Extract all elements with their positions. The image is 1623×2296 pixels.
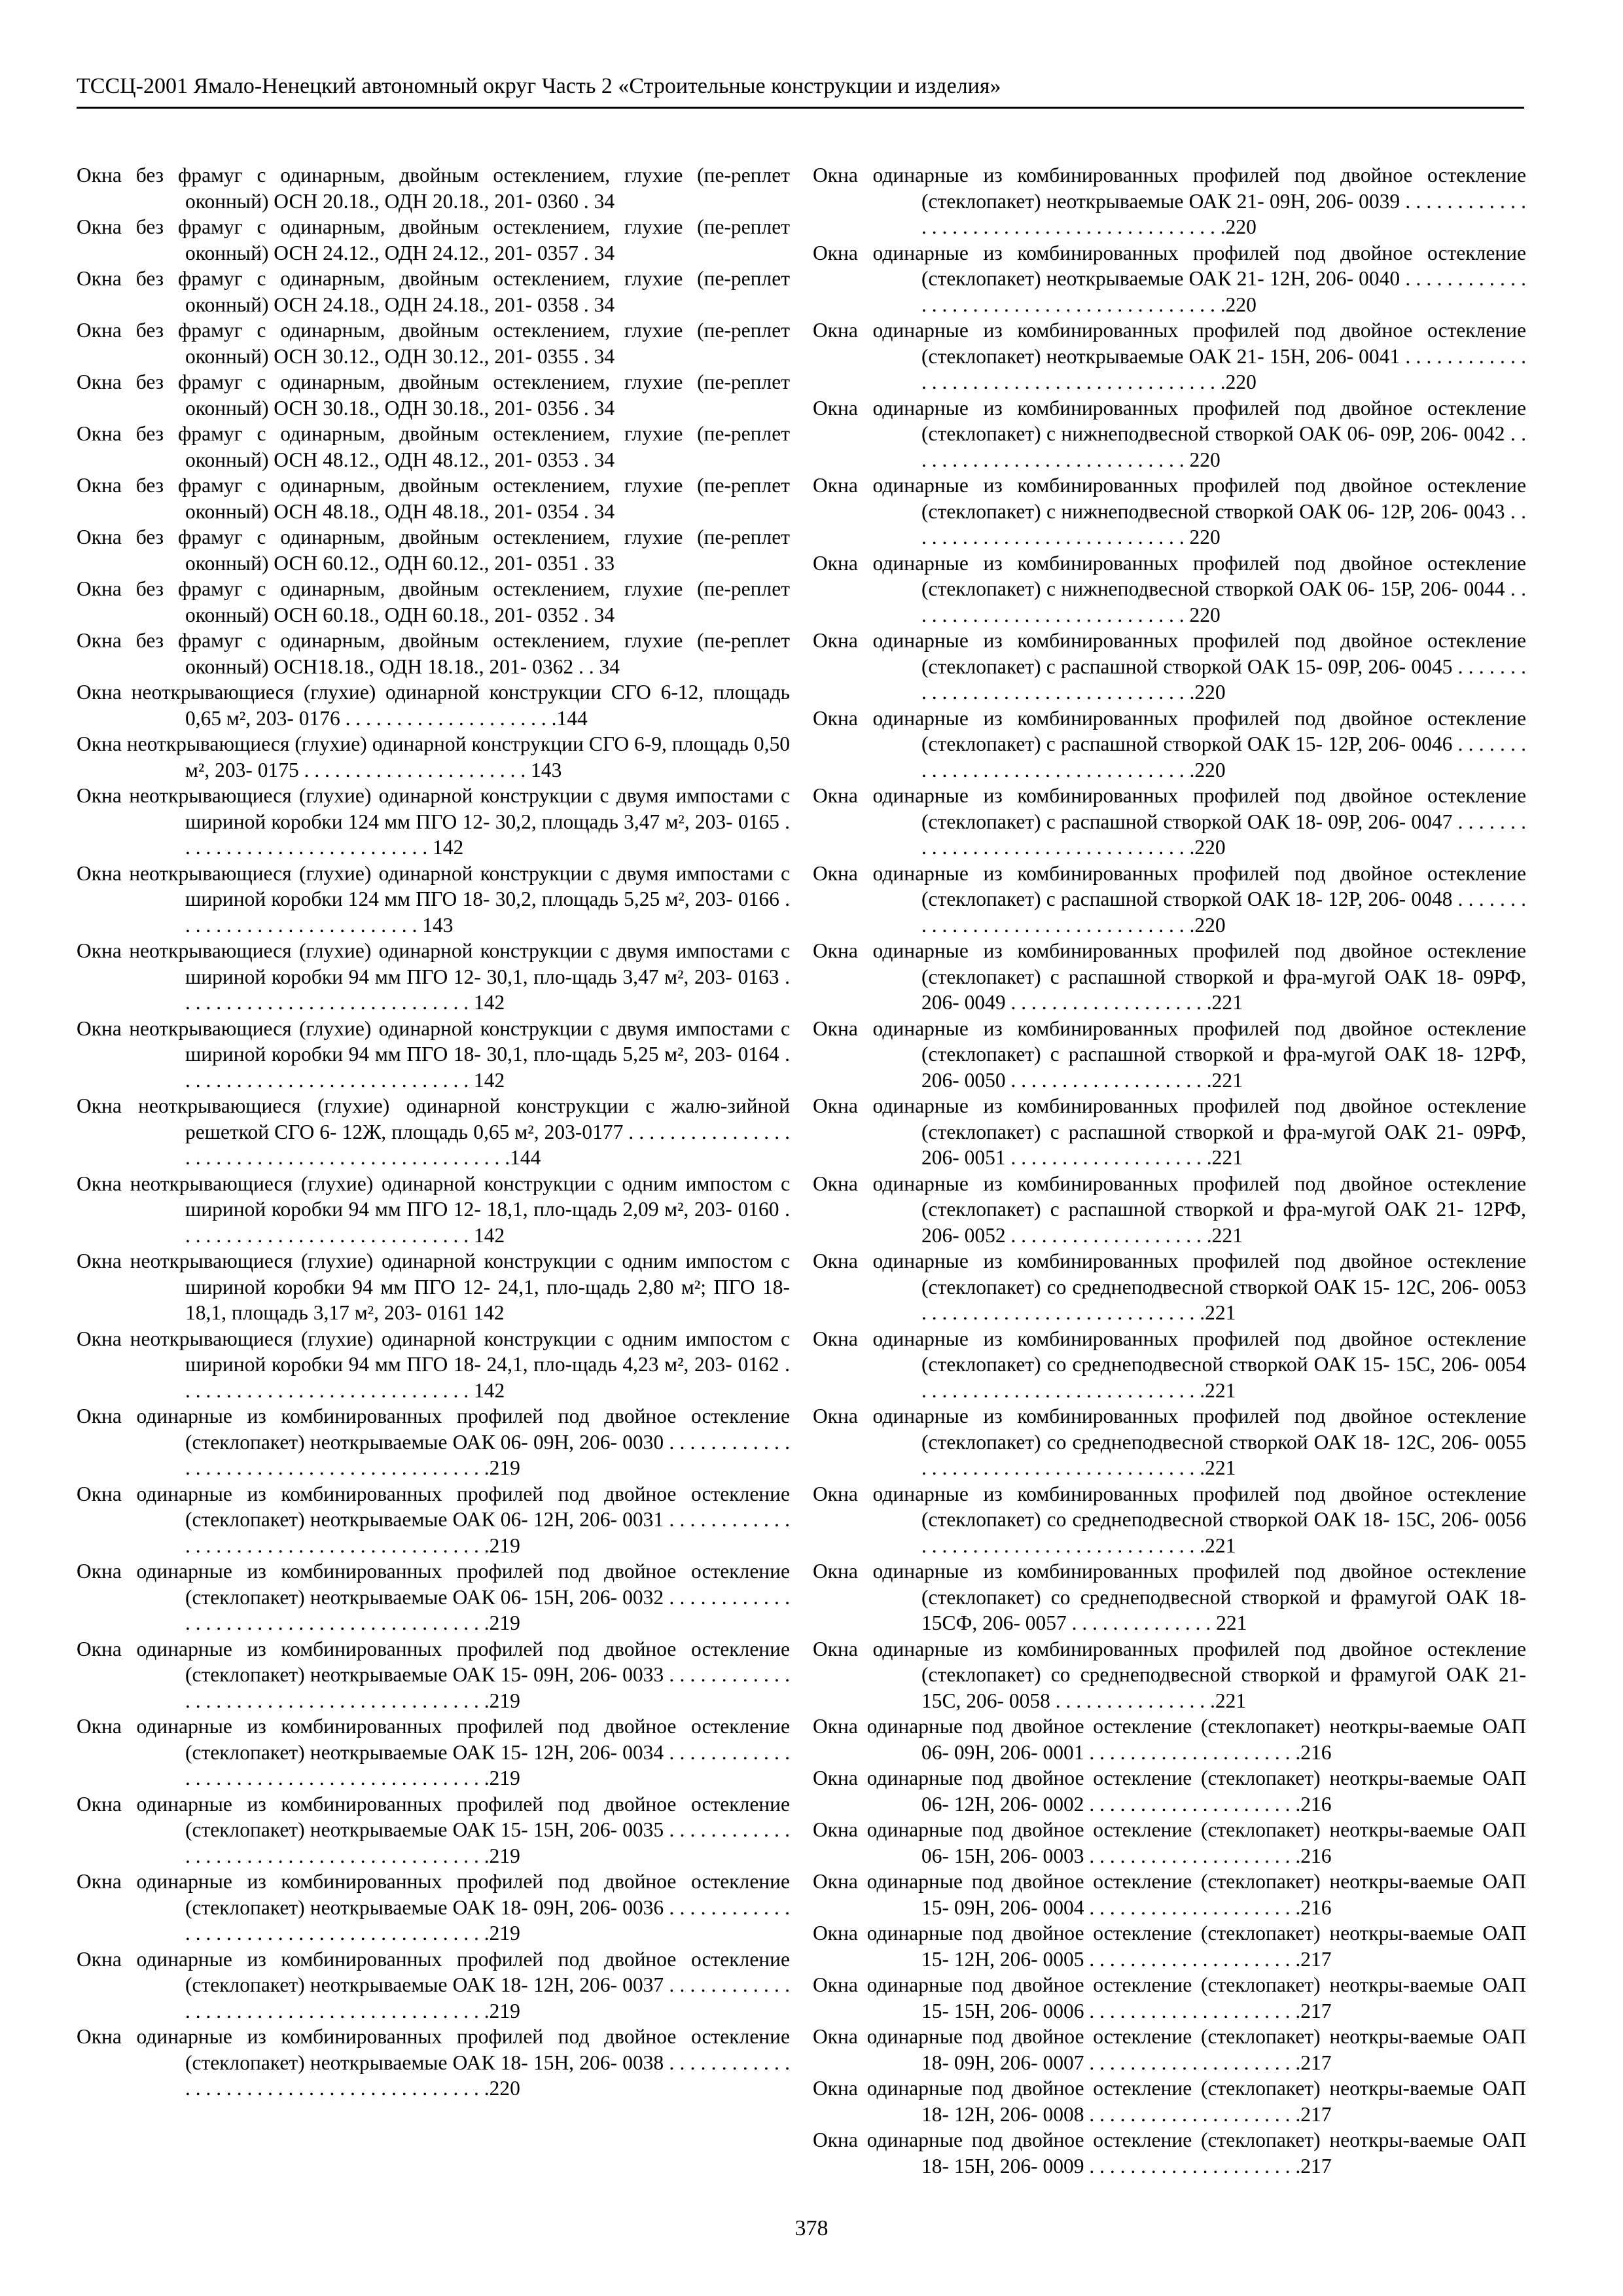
index-entry: Окна неоткрывающиеся (глухие) одинарной конструкции с жалю-зийной решеткой СГО 6- 12Ж, площадь 0,65 м², 203-0177 . . . . . . . . . . . . . . . . . . . . . . . . . . . . . . . . . . . . . . . . . . . . . . . .144 <box>77 1094 790 1169</box>
index-entry: Окна неоткрывающиеся (глухие) одинарной конструкции с одним импостом с шириной коробки 94 мм ПГО 12- 24,1, пло-щадь 2,80 м²; ПГО 18- 18,1, площадь 3,17 м², 203- 0161 142 <box>77 1249 790 1324</box>
index-entry: Окна одинарные из комбинированных профилей под двойное остекление (стеклопакет) неоткрываемые ОАК 15- 15Н, 206- 0035 . . . . . . . . . . . . . . . . . . . . . . . . . . . . . . . . . . . . . . . . . .219 <box>77 1792 790 1867</box>
index-entry: Окна без фрамуг с одинарным, двойным остеклением, глухие (пе-реплет оконный) ОСН 20.18., ОДН 20.18., 201- 0360 . 34 <box>77 164 790 213</box>
index-entry: Окна одинарные под двойное остекление (стеклопакет) неоткры-ваемые ОАП 06- 15Н, 206- 0003 . . . . . . . . . . . . . . . . . . . . .216 <box>813 1818 1526 1867</box>
index-entry: Окна одинарные из комбинированных профилей под двойное остекление (стеклопакет) с нижнеподвесной створкой ОАК 06- 12Р, 206- 0043 . . . . . . . . . . . . . . . . . . . . . . . . . . . . 220 <box>813 474 1526 548</box>
index-column-right <box>813 162 1526 2179</box>
index-entry: Окна одинарные из комбинированных профилей под двойное остекление (стеклопакет) с распашной створкой и фра-мугой ОАК 18- 12РФ, 206- 0050 . . . . . . . . . . . . . . . . . . . .221 <box>813 1016 1526 1092</box>
index-entry: Окна без фрамуг с одинарным, двойным остеклением, глухие (пе-реплет оконный) ОСН 60.18., ОДН 60.18., 201- 0352 . 34 <box>77 577 790 626</box>
index-entry: Окна без фрамуг с одинарным, двойным остеклением, глухие (пе-реплет оконный) ОСН 48.18., ОДН 48.18., 201- 0354 . 34 <box>77 474 790 523</box>
index-entry: Окна одинарные из комбинированных профилей под двойное остекление (стеклопакет) неоткрываемые ОАК 15- 12Н, 206- 0034 . . . . . . . . . . . . . . . . . . . . . . . . . . . . . . . . . . . . . . . . . .219 <box>77 1715 790 1789</box>
index-entry: Окна одинарные из комбинированных профилей под двойное остекление (стеклопакет) неоткрываемые ОАК 06- 12Н, 206- 0031 . . . . . . . . . . . . . . . . . . . . . . . . . . . . . . . . . . . . . . . . . .219 <box>77 1482 790 1557</box>
index-entry: Окна одинарные из комбинированных профилей под двойное остекление (стеклопакет) со среднеподвесной створкой ОАК 18- 15С, 206- 0056 . . . . . . . . . . . . . . . . . . . . . . . . . . . .221 <box>813 1482 1526 1557</box>
index-entry: Окна неоткрывающиеся (глухие) одинарной конструкции с двумя импостами с шириной коробки 124 мм ПГО 18- 30,2, площадь 5,25 м², 203- 0166 . . . . . . . . . . . . . . . . . . . . . . . . 143 <box>77 861 790 937</box>
index-entry: Окна одинарные из комбинированных профилей под двойное остекление (стеклопакет) с распашной створкой и фра-мугой ОАК 21- 09РФ, 206- 0051 . . . . . . . . . . . . . . . . . . . .221 <box>813 1094 1526 1169</box>
index-entry: Окна без фрамуг с одинарным, двойным остеклением, глухие (пе-реплет оконный) ОСН 24.12., ОДН 24.12., 201- 0357 . 34 <box>77 215 790 264</box>
index-entry: Окна одинарные из комбинированных профилей под двойное остекление (стеклопакет) неоткрываемые ОАК 21- 09Н, 206- 0039 . . . . . . . . . . . . . . . . . . . . . . . . . . . . . . . . . . . . . . . . . .220 <box>813 164 1526 238</box>
index-entry: Окна одинарные под двойное остекление (стеклопакет) неоткры-ваемые ОАП 06- 12Н, 206- 0002 . . . . . . . . . . . . . . . . . . . . .216 <box>813 1767 1526 1816</box>
index-entry: Окна одинарные из комбинированных профилей под двойное остекление (стеклопакет) неоткрываемые ОАК 06- 15Н, 206- 0032 . . . . . . . . . . . . . . . . . . . . . . . . . . . . . . . . . . . . . . . . . .219 <box>77 1560 790 1634</box>
index-entry: Окна одинарные под двойное остекление (стеклопакет) неоткры-ваемые ОАП 18- 12Н, 206- 0008 . . . . . . . . . . . . . . . . . . . . .217 <box>813 2077 1526 2126</box>
index-entry: Окна неоткрывающиеся (глухие) одинарной конструкции с двумя импостами с шириной коробки 94 мм ПГО 18- 30,1, пло-щадь 5,25 м², 203- 0164 . . . . . . . . . . . . . . . . . . . . . . . . . . . . . 142 <box>77 1016 790 1092</box>
index-entry: Окна одинарные из комбинированных профилей под двойное остекление (стеклопакет) с распашной створкой ОАК 15- 09Р, 206- 0045 . . . . . . . . . . . . . . . . . . . . . . . . . . . . . . . . . .220 <box>813 629 1526 704</box>
index-entry: Окна неоткрывающиеся (глухие) одинарной конструкции с одним импостом с шириной коробки 94 мм ПГО 12- 18,1, пло-щадь 2,09 м², 203- 0160 . . . . . . . . . . . . . . . . . . . . . . . . . . . . . 142 <box>77 1172 790 1247</box>
index-entry: Окна без фрамуг с одинарным, двойным остеклением, глухие (пе-реплет оконный) ОСН 24.18., ОДН 24.18., 201- 0358 . 34 <box>77 267 790 316</box>
index-entry: Окна одинарные из комбинированных профилей под двойное остекление (стеклопакет) с нижнеподвесной створкой ОАК 06- 15Р, 206- 0044 . . . . . . . . . . . . . . . . . . . . . . . . . . . . 220 <box>813 551 1526 626</box>
index-entry: Окна одинарные из комбинированных профилей под двойное остекление (стеклопакет) неоткрываемые ОАК 21- 15Н, 206- 0041 . . . . . . . . . . . . . . . . . . . . . . . . . . . . . . . . . . . . . . . . . .220 <box>813 319 1526 393</box>
index-entry: Окна одинарные из комбинированных профилей под двойное остекление (стеклопакет) неоткрываемые ОАК 18- 15Н, 206- 0038 . . . . . . . . . . . . . . . . . . . . . . . . . . . . . . . . . . . . . . . . . .220 <box>77 2025 790 2100</box>
index-entry: Окна неоткрывающиеся (глухие) одинарной конструкции СГО 6-9, площадь 0,50 м², 203- 0175 . . . . . . . . . . . . . . . . . . . . . . 143 <box>77 732 790 781</box>
index-entry: Окна без фрамуг с одинарным, двойным остеклением, глухие (пе-реплет оконный) ОСН 60.12., ОДН 60.12., 201- 0351 . 33 <box>77 526 790 575</box>
index-entry: Окна одинарные под двойное остекление (стеклопакет) неоткры-ваемые ОАП 18- 15Н, 206- 0009 . . . . . . . . . . . . . . . . . . . . .217 <box>813 2128 1526 2178</box>
index-entry: Окна одинарные из комбинированных профилей под двойное остекление (стеклопакет) с распашной створкой ОАК 18- 09Р, 206- 0047 . . . . . . . . . . . . . . . . . . . . . . . . . . . . . . . . . .220 <box>813 784 1526 859</box>
index-entry: Окна одинарные под двойное остекление (стеклопакет) неоткры-ваемые ОАП 15- 09Н, 206- 0004 . . . . . . . . . . . . . . . . . . . . .216 <box>813 1870 1526 1919</box>
index-entry: Окна одинарные из комбинированных профилей под двойное остекление (стеклопакет) со среднеподвесной створкой и фрамугой ОАК 21- 15С, 206- 0058 . . . . . . . . . . . . . . . .221 <box>813 1637 1526 1712</box>
header-rule <box>77 107 1524 109</box>
index-entry: Окна одинарные под двойное остекление (стеклопакет) неоткры-ваемые ОАП 06- 09Н, 206- 0001 . . . . . . . . . . . . . . . . . . . . .216 <box>813 1715 1526 1764</box>
index-entry: Окна одинарные из комбинированных профилей под двойное остекление (стеклопакет) со среднеподвесной створкой ОАК 18- 12С, 206- 0055 . . . . . . . . . . . . . . . . . . . . . . . . . . . .221 <box>813 1405 1526 1479</box>
page-number: 378 <box>794 2216 829 2240</box>
index-entry: Окна одинарные под двойное остекление (стеклопакет) неоткры-ваемые ОАП 15- 15Н, 206- 0006 . . . . . . . . . . . . . . . . . . . . .217 <box>813 1973 1526 2022</box>
index-entry: Окна неоткрывающиеся (глухие) одинарной конструкции СГО 6-12, площадь 0,65 м², 203- 0176 . . . . . . . . . . . . . . . . . . . . .144 <box>77 681 790 730</box>
index-entry: Окна одинарные из комбинированных профилей под двойное остекление (стеклопакет) неоткрываемые ОАК 18- 12Н, 206- 0037 . . . . . . . . . . . . . . . . . . . . . . . . . . . . . . . . . . . . . . . . . .219 <box>77 1947 790 2022</box>
index-entry: Окна одинарные из комбинированных профилей под двойное остекление (стеклопакет) с распашной створкой ОАК 18- 12Р, 206- 0048 . . . . . . . . . . . . . . . . . . . . . . . . . . . . . . . . . .220 <box>813 861 1526 937</box>
index-entry: Окна одинарные из комбинированных профилей под двойное остекление (стеклопакет) неоткрываемые ОАК 06- 09Н, 206- 0030 . . . . . . . . . . . . . . . . . . . . . . . . . . . . . . . . . . . . . . . . . .219 <box>77 1405 790 1479</box>
index-entry: Окна неоткрывающиеся (глухие) одинарной конструкции с двумя импостами с шириной коробки 94 мм ПГО 12- 30,1, пло-щадь 3,47 м², 203- 0163 . . . . . . . . . . . . . . . . . . . . . . . . . . . . . 142 <box>77 939 790 1014</box>
index-entry: Окна одинарные из комбинированных профилей под двойное остекление (стеклопакет) с распашной створкой и фра-мугой ОАК 18- 09РФ, 206- 0049 . . . . . . . . . . . . . . . . . . . .221 <box>813 939 1526 1014</box>
index-entry: Окна одинарные из комбинированных профилей под двойное остекление (стеклопакет) с распашной створкой и фра-мугой ОАК 21- 12РФ, 206- 0052 . . . . . . . . . . . . . . . . . . . .221 <box>813 1172 1526 1247</box>
index-column-left <box>77 162 790 2102</box>
index-entry: Окна без фрамуг с одинарным, двойным остеклением, глухие (пе-реплет оконный) ОСН 30.12., ОДН 30.12., 201- 0355 . 34 <box>77 319 790 368</box>
index-entry: Окна одинарные из комбинированных профилей под двойное остекление (стеклопакет) неоткрываемые ОАК 18- 09Н, 206- 0036 . . . . . . . . . . . . . . . . . . . . . . . . . . . . . . . . . . . . . . . . . .219 <box>77 1870 790 1945</box>
index-entry: Окна одинарные из комбинированных профилей под двойное остекление (стеклопакет) неоткрываемые ОАК 15- 09Н, 206- 0033 . . . . . . . . . . . . . . . . . . . . . . . . . . . . . . . . . . . . . . . . . .219 <box>77 1637 790 1712</box>
index-entry: Окна одинарные под двойное остекление (стеклопакет) неоткры-ваемые ОАП 15- 12Н, 206- 0005 . . . . . . . . . . . . . . . . . . . . .217 <box>813 1922 1526 1971</box>
index-entry: Окна неоткрывающиеся (глухие) одинарной конструкции с двумя импостами с шириной коробки 124 мм ПГО 12- 30,2, площадь 3,47 м², 203- 0165 . . . . . . . . . . . . . . . . . . . . . . . . . 142 <box>77 784 790 859</box>
index-entry: Окна без фрамуг с одинарным, двойным остеклением, глухие (пе-реплет оконный) ОСН18.18., ОДН 18.18., 201- 0362 . . 34 <box>77 629 790 678</box>
running-header: ТССЦ-2001 Ямало-Ненецкий автономный округ Часть 2 «Строительные конструкции и изделия» <box>77 74 1001 98</box>
index-entry: Окна неоткрывающиеся (глухие) одинарной конструкции с одним импостом с шириной коробки 94 мм ПГО 18- 24,1, пло-щадь 4,23 м², 203- 0162 . . . . . . . . . . . . . . . . . . . . . . . . . . . . . 142 <box>77 1327 790 1402</box>
index-entry: Окна одинарные из комбинированных профилей под двойное остекление (стеклопакет) с распашной створкой ОАК 15- 12Р, 206- 0046 . . . . . . . . . . . . . . . . . . . . . . . . . . . . . . . . . .220 <box>813 706 1526 781</box>
index-entry: Окна одинарные из комбинированных профилей под двойное остекление (стеклопакет) со среднеподвесной створкой ОАК 15- 12С, 206- 0053 . . . . . . . . . . . . . . . . . . . . . . . . . . . .221 <box>813 1249 1526 1324</box>
index-entry: Окна одинарные из комбинированных профилей под двойное остекление (стеклопакет) со среднеподвесной створкой ОАК 15- 15С, 206- 0054 . . . . . . . . . . . . . . . . . . . . . . . . . . . .221 <box>813 1327 1526 1402</box>
index-entry: Окна без фрамуг с одинарным, двойным остеклением, глухие (пе-реплет оконный) ОСН 48.12., ОДН 48.12., 201- 0353 . 34 <box>77 422 790 471</box>
index-entry: Окна одинарные под двойное остекление (стеклопакет) неоткры-ваемые ОАП 18- 09Н, 206- 0007 . . . . . . . . . . . . . . . . . . . . .217 <box>813 2025 1526 2074</box>
index-entry: Окна одинарные из комбинированных профилей под двойное остекление (стеклопакет) с нижнеподвесной створкой ОАК 06- 09Р, 206- 0042 . . . . . . . . . . . . . . . . . . . . . . . . . . . . 220 <box>813 396 1526 471</box>
index-entry: Окна одинарные из комбинированных профилей под двойное остекление (стеклопакет) со среднеподвесной створкой и фрамугой ОАК 18- 15СФ, 206- 0057 . . . . . . . . . . . . . . 221 <box>813 1560 1526 1634</box>
index-entry: Окна без фрамуг с одинарным, двойным остеклением, глухие (пе-реплет оконный) ОСН 30.18., ОДН 30.18., 201- 0356 . 34 <box>77 370 790 420</box>
index-entry: Окна одинарные из комбинированных профилей под двойное остекление (стеклопакет) неоткрываемые ОАК 21- 12Н, 206- 0040 . . . . . . . . . . . . . . . . . . . . . . . . . . . . . . . . . . . . . . . . . .220 <box>813 241 1526 316</box>
